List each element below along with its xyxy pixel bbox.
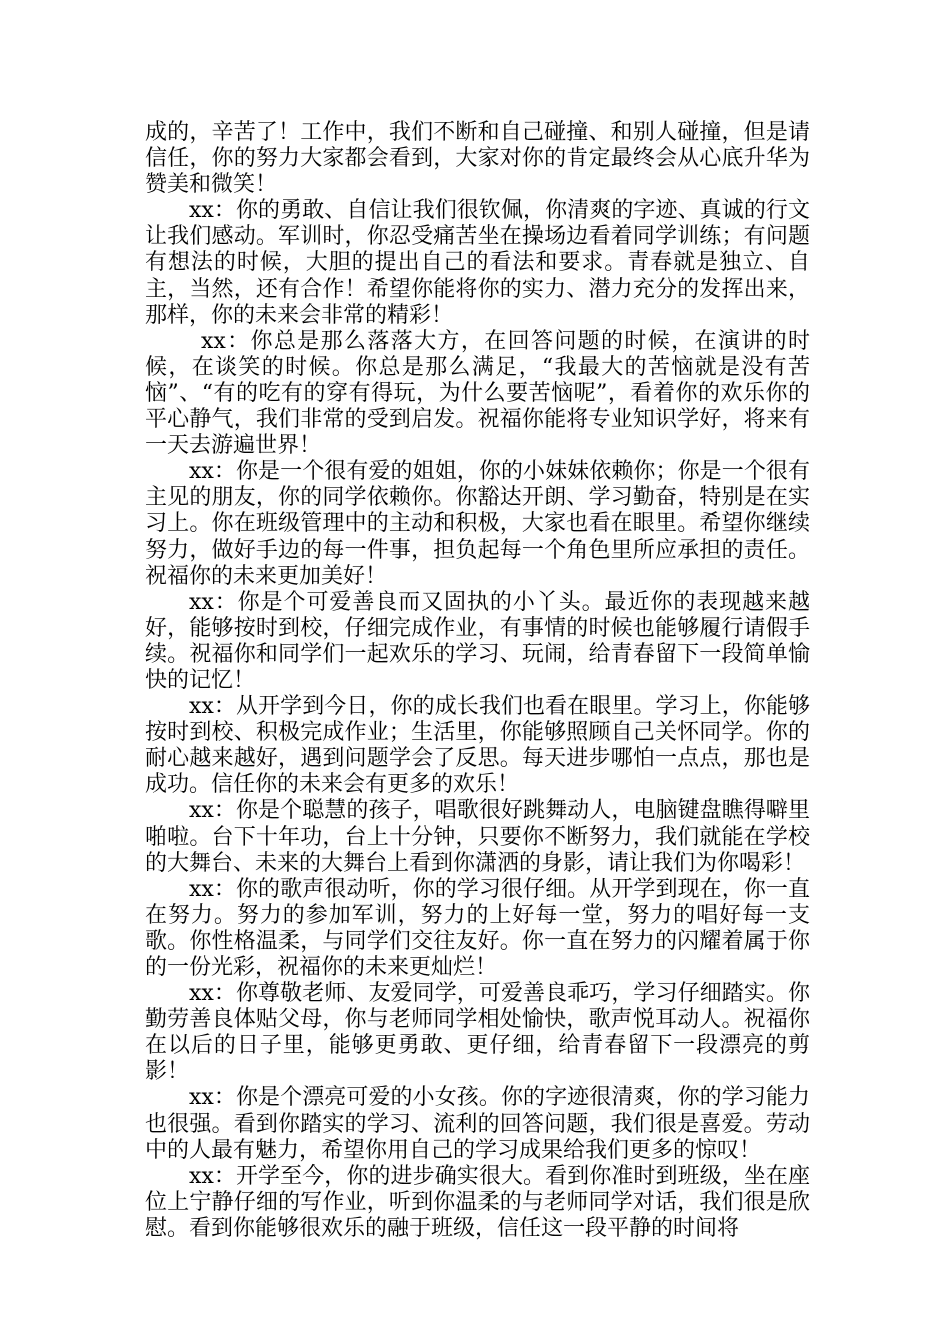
comment-paragraph: xx：你的勇敢、自信让我们很钦佩，你清爽的字迹、真诚的行文让我们感动。军训时，你忍受痛苦坐在操场边看着同学训练；有问题有想法的时候，大胆的提出自己的看法和要求。青春就是独立、自主，当然，还有合作！希望你能将你的实力、潜力充分的发挥出来，那样，你的未来会非常的精彩！ [145, 198, 810, 328]
comment-paragraph: xx：你是个漂亮可爱的小女孩。你的字迹很清爽，你的学习能力也很强。看到你踏实的学习、流利的回答问题，我们很是喜爱。劳动中的人最有魅力，希望你用自己的学习成果给我们更多的惊叹！ [145, 1085, 810, 1163]
paragraph-continuation: 成的，辛苦了！工作中，我们不断和自己碰撞、和别人碰撞，但是请信任，你的努力大家都会看到，大家对你的肯定最终会从心底升华为赞美和微笑！ [145, 120, 810, 198]
comment-paragraph: xx：你是个可爱善良而又固执的小丫头。最近你的表现越来越好，能够按时到校，仔细完成作业，有事情的时候也能够履行请假手续。祝福你和同学们一起欢乐的学习、玩闹，给青春留下一段简单愉快的记忆！ [145, 589, 810, 693]
comment-paragraph: xx：你尊敬老师、友爱同学，可爱善良乖巧，学习仔细踏实。你勤劳善良体贴父母，你与老师同学相处愉快，歌声悦耳动人。祝福你在以后的日子里，能够更勇敢、更仔细，给青春留下一段漂亮的剪影！ [145, 981, 810, 1085]
comment-paragraph: xx：你是一个很有爱的姐姐，你的小妹妹依赖你；你是一个很有主见的朋友，你的同学依赖你。你豁达开朗、学习勤奋，特别是在实习上。你在班级管理中的主动和积极，大家也看在眼里。希望你继续努力，做好手边的每一件事，担负起每一个角色里所应承担的责任。祝福你的未来更加美好！ [145, 459, 810, 589]
comment-paragraph: xx：从开学到今日，你的成长我们也看在眼里。学习上，你能够按时到校、积极完成作业；生活里，你能够照顾自己关怀同学。你的耐心越来越好，遇到问题学会了反思。每天进步哪怕一点点，那也是成功。信任你的未来会有更多的欢乐！ [145, 694, 810, 798]
comment-paragraph: xx：你总是那么落落大方，在回答问题的时候，在演讲的时候，在谈笑的时候。你总是那么满足，“我最大的苦恼就是没有苦恼”、“有的吃有的穿有得玩，为什么要苦恼呢”，看着你的欢乐你的平心静气，我们非常的受到启发。祝福你能将专业知识学好，将来有一天去游遍世界！ [145, 328, 810, 459]
comment-paragraph: xx：你的歌声很动听，你的学习很仔细。从开学到现在，你一直在努力。努力的参加军训，努力的上好每一堂，努力的唱好每一支歌。你性格温柔，与同学们交往友好。你一直在努力的闪耀着属于你的一份光彩，祝福你的未来更灿烂！ [145, 876, 810, 980]
comment-paragraph: xx：你是个聪慧的孩子，唱歌很好跳舞动人，电脑键盘瞧得噼里啪啦。台下十年功，台上十分钟，只要你不断努力，我们就能在学校的大舞台、未来的大舞台上看到你潇洒的身影，请让我们为你喝彩！ [145, 798, 810, 876]
comment-paragraph: xx：开学至今，你的进步确实很大。看到你准时到班级，坐在座位上宁静仔细的写作业，听到你温柔的与老师同学对话，我们很是欣慰。看到你能够很欢乐的融于班级，信任这一段平静的时间将 [145, 1163, 810, 1241]
